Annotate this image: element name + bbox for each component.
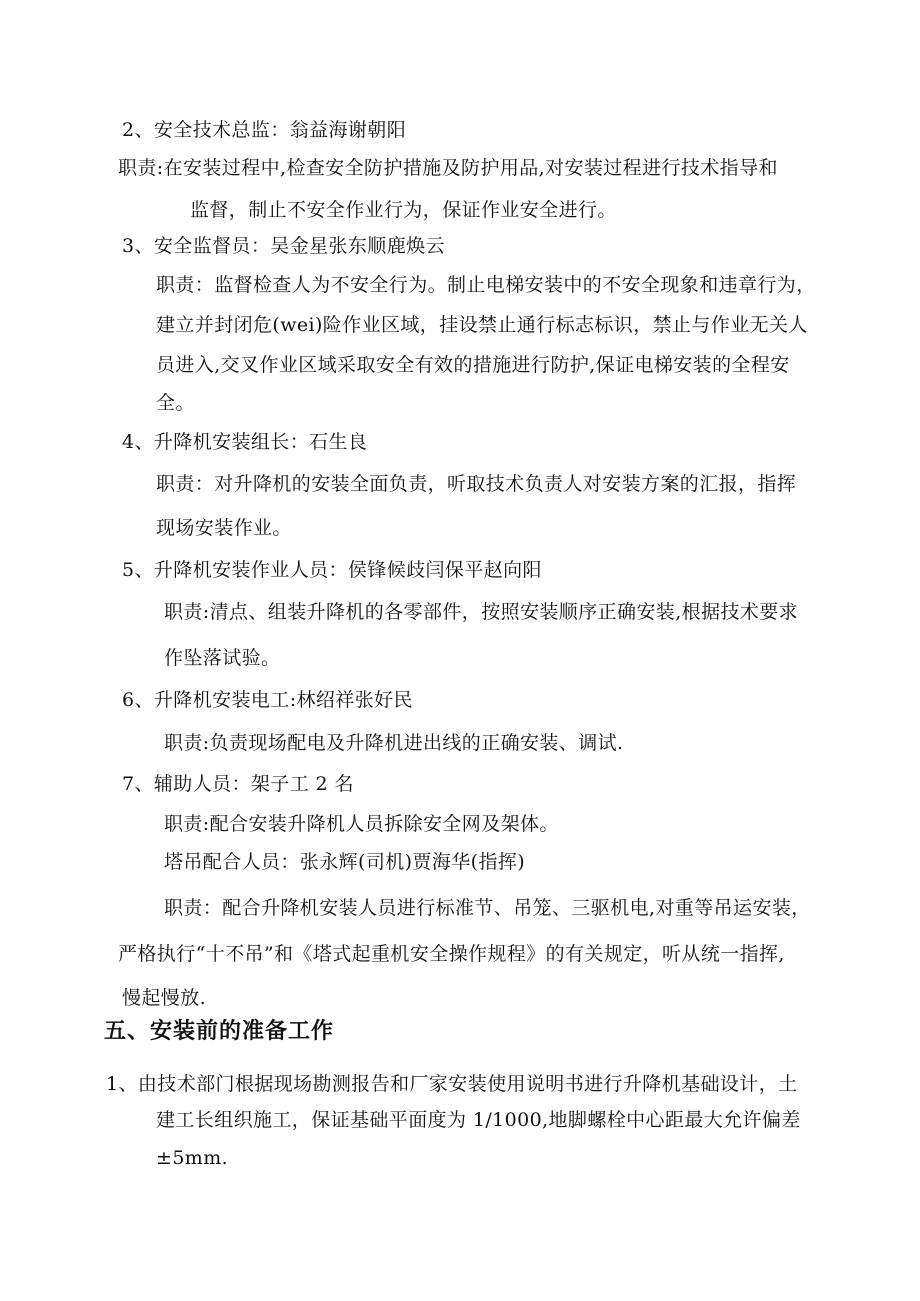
prep-item-1-cont: ±5mm. — [156, 1147, 229, 1169]
duty-text: 监督，制止不安全作业行为，保证作业安全进行。 — [190, 199, 617, 221]
item-6-lift-electrician: 6、升降机安装电工:林绍祥张好民 — [122, 689, 413, 711]
item-3-safety-supervisor: 3、安全监督员：吴金星张东顺鹿焕云 — [122, 235, 445, 257]
prep-item-1: 1、由技术部门根据现场勘测报告和厂家安装使用说明书进行升降机基础设计，土 — [106, 1073, 798, 1095]
item-4-lift-install-leader: 4、升降机安装组长：石生良 — [122, 431, 368, 453]
duty-text: 职责:在安装过程中,检查安全防护措施及防护用品,对安装过程进行技术指导和 — [118, 157, 778, 179]
item-5-lift-install-workers: 5、升降机安装作业人员：侯锋候歧闫保平赵向阳 — [122, 559, 542, 581]
section-heading: 五、安装前的准备工作 — [104, 1019, 335, 1044]
duty-text: 职责:负责现场配电及升降机进出线的正确安装、调试. — [164, 732, 624, 754]
duty-text: 职责：监督检查人为不安全行为。制止电梯安装中的不安全现象和违章行为， — [156, 274, 816, 296]
tower-crane-staff: 塔吊配合人员：张永辉(司机)贾海华(指挥) — [164, 851, 526, 873]
item-7-support-staff: 7、辅助人员：架子工 2 名 — [122, 773, 354, 795]
prep-item-1-cont: 建工长组织施工，保证基础平面度为 1/1000,地脚螺栓中心距最大允许偏差 — [156, 1109, 801, 1131]
duty-text: 现场安装作业。 — [156, 517, 292, 539]
duty-text: 职责:清点、组装升降机的各零部件，按照安装顺序正确安装,根据技术要求 — [164, 601, 799, 623]
duty-text: 员进入,交叉作业区域采取安全有效的措施进行防护,保证电梯安装的全程安 — [156, 354, 790, 376]
item-2-safety-director: 2、安全技术总监：翁益海谢朝阳 — [122, 119, 407, 141]
duty-text: 职责：配合升降机安装人员进行标准节、吊笼、三驱机电,对重等吊运安装， — [164, 897, 811, 919]
duty-text: 严格执行“十不吊”和《塔式起重机安全操作规程》的有关规定，听从统一指挥, — [118, 943, 785, 965]
duty-text: 慢起慢放. — [122, 987, 207, 1009]
duty-text: 职责：对升降机的安装全面负责，听取技术负责人对安装方案的汇报，指挥 — [156, 473, 797, 495]
duty-text: 全。 — [156, 392, 195, 414]
duty-text: 职责:配合安装升降机人员拆除安全网及架体。 — [164, 813, 559, 835]
duty-text: 建立并封闭危(wei)险作业区域，挂设禁止通行标志标识，禁止与作业无关人 — [156, 314, 808, 336]
duty-text: 作坠落试验。 — [164, 647, 281, 669]
